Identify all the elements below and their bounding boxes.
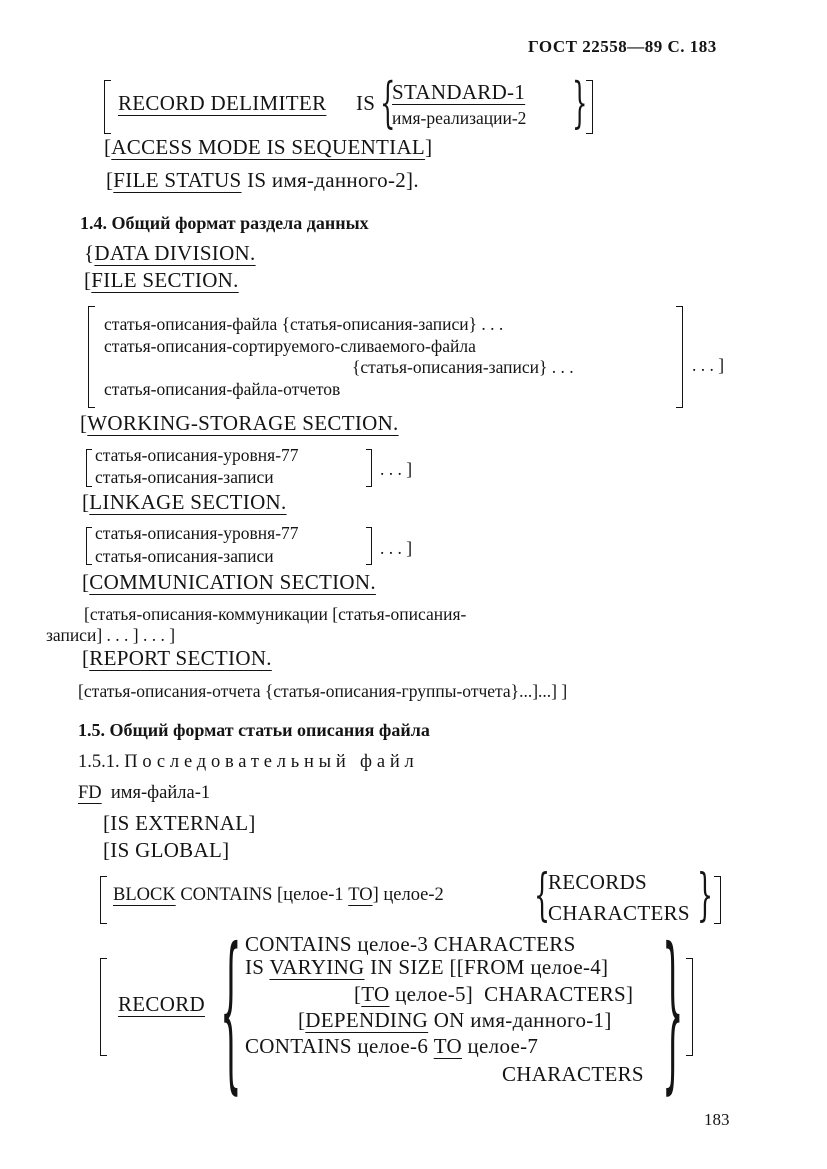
right-bracket-block	[714, 876, 721, 924]
block-mid-text: CONTAINS [целое-1	[180, 885, 344, 905]
lk-ellipsis: . . . ]	[380, 538, 413, 558]
left-bracket	[104, 80, 111, 134]
linkage-keyword: LINKAGE SECTION.	[89, 490, 287, 514]
working-storage-keyword: WORKING-STORAGE SECTION.	[87, 411, 399, 435]
right-bracket-file-entries	[676, 306, 683, 408]
integer-7: целое-7	[467, 1034, 539, 1058]
file-section-keyword: FILE SECTION.	[91, 268, 239, 292]
record-option-3	[245, 1036, 538, 1057]
right-brace-record: }	[662, 912, 684, 1110]
ws-item-1: статья-описания-уровня-77	[95, 445, 299, 465]
comm-entry-line-1: [статья-описания-коммуникации [статья-описания-	[84, 604, 467, 624]
record-option-2-to: [TO целое-5] CHARACTERS]	[354, 982, 634, 1006]
file-entries-ellipsis: . . . ]	[692, 355, 725, 375]
to-keyword-3: TO	[433, 1034, 462, 1058]
section-heading-1-4: 1.4. Общий формат раздела данных	[80, 213, 369, 233]
file-status-keyword: FILE STATUS	[113, 168, 242, 192]
block-end-text: ] целое-2	[372, 885, 444, 905]
left-brace-record: {	[220, 912, 242, 1110]
file-status-line: [FILE STATUS IS имя-данного-2].	[106, 168, 419, 192]
working-storage-line: [WORKING-STORAGE SECTION.	[80, 411, 399, 435]
records-option: RECORDS	[548, 870, 647, 894]
report-entry-line: [статья-описания-отчета {статья-описания-группы-отчета}...]...] ]	[78, 681, 568, 701]
report-line: [REPORT SECTION.	[82, 646, 272, 670]
left-brace-block: {	[534, 863, 551, 928]
characters-option: CHARACTERS	[548, 901, 690, 925]
access-mode-text: ACCESS MODE IS SEQUENTIAL	[111, 135, 426, 159]
right-bracket-lk	[366, 527, 372, 565]
contains-6: CONTAINS целое-6	[245, 1034, 429, 1058]
subsection-number: 1.5.1.	[78, 752, 120, 772]
file-name-1: имя-файла-1	[110, 783, 211, 803]
record-option-1: CONTAINS целое-3 CHARACTERS	[245, 932, 576, 956]
depending-rest: ON имя-данного-1]	[433, 1008, 612, 1032]
ws-item-2: статья-описания-записи	[95, 467, 274, 487]
report-keyword: REPORT SECTION.	[89, 646, 272, 670]
right-brace: }	[572, 71, 588, 134]
right-bracket-record	[686, 958, 693, 1056]
implementation-name-option: имя-реализации-2	[392, 108, 527, 128]
right-bracket-ws	[366, 449, 372, 487]
file-entry-2: статья-описания-сортируемого-сливаемого-файла	[104, 336, 476, 356]
file-entry-2-cont: {статья-описания-записи} . . .	[352, 357, 574, 377]
right-brace-block: }	[697, 863, 714, 928]
data-division-keyword: DATA DIVISION.	[94, 241, 256, 265]
block-keyword: BLOCK	[113, 885, 176, 905]
left-bracket-lk	[86, 527, 92, 565]
left-bracket-block	[100, 876, 107, 924]
ws-ellipsis: . . . ]	[380, 459, 413, 479]
to-keyword-1: TO	[348, 885, 373, 905]
left-brace: {	[380, 71, 396, 134]
data-division-line: {DATA DIVISION.	[84, 241, 256, 265]
record-delimiter-keyword: RECORD DELIMITER	[118, 91, 327, 115]
standard-1-option: STANDARD-1	[392, 80, 526, 104]
fd-line	[78, 784, 210, 803]
subsection-1-5-1	[78, 753, 419, 772]
page-number: 183	[704, 1110, 730, 1129]
lk-item-1: статья-описания-уровня-77	[95, 523, 299, 543]
record-keyword: RECORD	[118, 992, 205, 1016]
subsection-title: Последовательный файл	[124, 752, 419, 772]
right-bracket	[586, 80, 593, 134]
comm-entry-line-2: записи] . . . ] . . . ]	[46, 625, 176, 645]
record-option-2	[245, 957, 608, 978]
to-rest: целое-5] CHARACTERS]	[395, 982, 634, 1006]
record-option-2-depending: [DEPENDING ON имя-данного-1]	[298, 1008, 612, 1032]
communication-keyword: COMMUNICATION SECTION.	[89, 570, 376, 594]
page-header: ГОСТ 22558—89 С. 183	[528, 37, 717, 56]
left-bracket-record	[100, 958, 107, 1056]
varying-rest: IN SIZE [[FROM целое-4]	[370, 955, 609, 979]
depending-keyword: DEPENDING	[305, 1008, 429, 1032]
is-keyword: IS	[356, 91, 376, 115]
left-bracket-ws	[86, 449, 92, 487]
to-keyword-2: TO	[361, 982, 390, 1006]
communication-line: [COMMUNICATION SECTION.	[82, 570, 376, 594]
file-section-line: [FILE SECTION.	[84, 268, 239, 292]
linkage-line: [LINKAGE SECTION.	[82, 490, 287, 514]
file-entry-3: статья-описания-файла-отчетов	[104, 379, 341, 399]
is-keyword-2: IS	[245, 955, 265, 979]
is-external-clause: [IS EXTERNAL]	[103, 811, 256, 835]
access-mode-line: [ACCESS MODE IS SEQUENTIAL]	[104, 135, 433, 159]
file-status-rest: IS имя-данного-2].	[247, 168, 419, 192]
block-contains-line	[113, 886, 444, 905]
fd-keyword: FD	[78, 783, 102, 803]
varying-keyword: VARYING	[269, 955, 365, 979]
section-heading-1-5: 1.5. Общий формат статьи описания файла	[78, 720, 430, 740]
is-global-clause: [IS GLOBAL]	[103, 838, 230, 862]
lk-item-2: статья-описания-записи	[95, 546, 274, 566]
record-option-3-characters: CHARACTERS	[502, 1062, 644, 1086]
file-entry-1: статья-описания-файла {статья-описания-записи} . . .	[104, 314, 504, 334]
left-bracket-file-entries	[88, 306, 95, 408]
